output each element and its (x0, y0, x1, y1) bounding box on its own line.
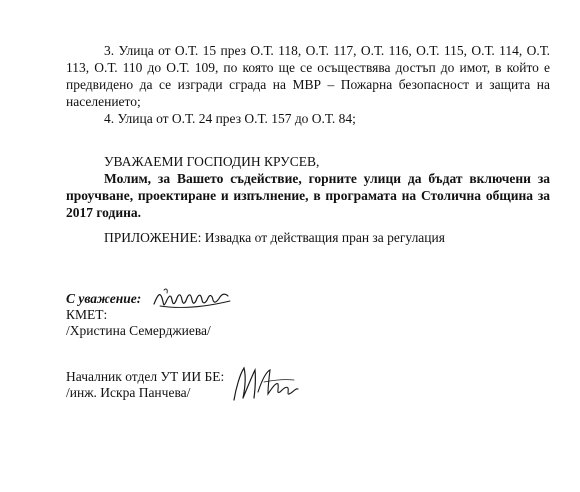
request-paragraph: Молим, за Вашето съдействие, горните улици да бъдат включени за проучване, проектиране и изпълнение, в програмата на Столична община за 2017 година. (66, 171, 550, 220)
mayor-name: /Христина Семерджиева/ (66, 323, 211, 338)
salutation: УВАЖАЕМИ ГОСПОДИН КРУСЕВ, (104, 154, 320, 169)
list-item-4: 4. Улица от О.Т. 24 през О.Т. 157 до О.Т. 84; (104, 111, 356, 126)
regards-line: С уважение: (66, 291, 142, 306)
department-head-title: Началник отдел УТ ИИ БЕ: (66, 369, 225, 384)
list-item-3: 3. Улица от О.Т. 15 през О.Т. 118, О.Т. 117, О.Т. 116, О.Т. 115, О.Т. 114, О.Т. 113, О.Т. 110 до О.Т. 109, по която ще се осъществява достъп до имот, в който е предвидено да се изгради сграда на МВР – Пожарна безопасност и защита на населението; (66, 43, 550, 109)
attachment-note: ПРИЛОЖЕНИЕ: Извадка от действащия пран за регулация (104, 230, 445, 245)
mayor-signature-image (150, 284, 240, 316)
mayor-title: КМЕТ: (66, 307, 108, 322)
department-head-signature-image (228, 362, 300, 406)
department-head-name: /инж. Искра Панчева/ (66, 385, 191, 400)
